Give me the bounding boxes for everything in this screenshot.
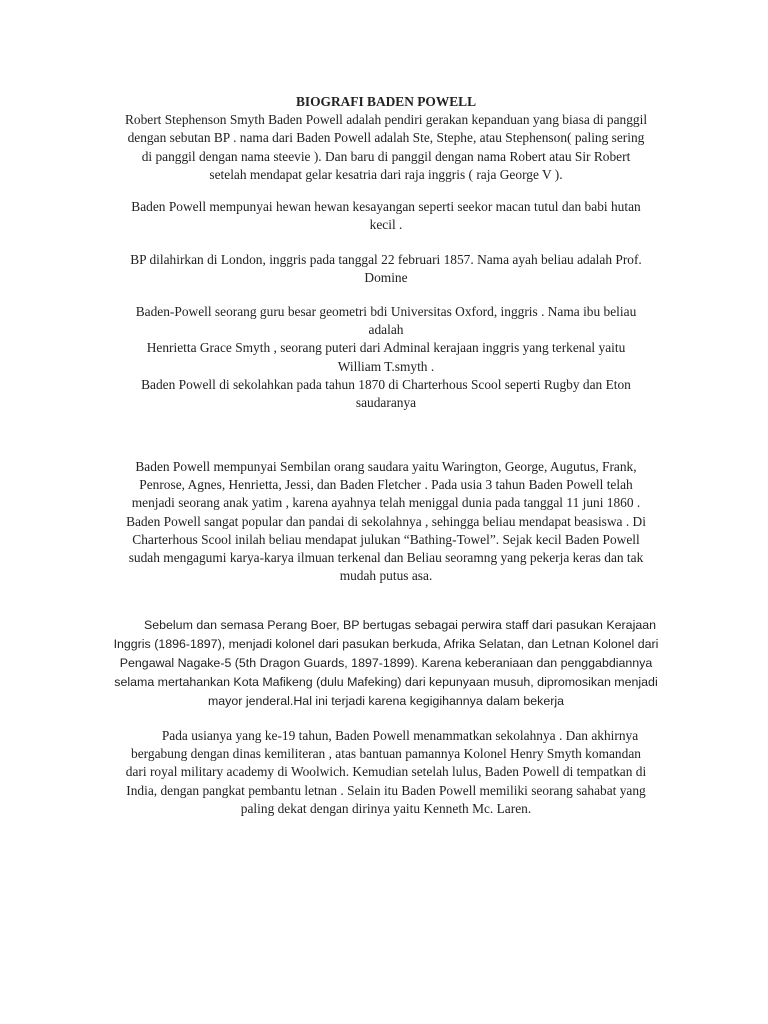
text-line: Inggris (1896-1897), menjadi kolonel dari pasukan berkuda, Afrika Selatan, dan Letnan Kolonel dari	[113, 637, 659, 651]
text-line: sudah mengagumi karya-karya ilmuan terkenal dan Beliau seoramng yang pekerja keras dan tak	[128, 550, 644, 566]
text-line: Baden Powell sangat popular dan pandai di sekolahnya , sehingga beliau mendapat beasiswa . Di	[126, 513, 646, 529]
text-line: Baden-Powell seorang guru besar geometri bdi Universitas Oxford, inggris . Nama ibu beliau	[135, 304, 637, 319]
paragraph-boer-war	[86, 616, 686, 711]
paragraph-military	[86, 727, 686, 818]
text-line: selama mertahankan Kota Mafikeng (dulu Mafeking) dari kepunyaan musuh, dipromosikan menjadi	[114, 675, 658, 689]
text-line: Henrietta Grace Smyth , seorang puteri dari Adminal kerajaan inggris yang terkenal yaitu	[146, 340, 626, 356]
text-line: saudaranya	[355, 395, 417, 411]
text-line: dengan sebutan BP . nama dari Baden Powell adalah Ste, Stephe, atau Stephenson( paling sering	[127, 130, 645, 146]
text-line: dari royal military academy di Woolwich. Kemudian setelah lulus, Baden Powell di tempatkan di	[125, 764, 647, 780]
text-line: Penrose, Agnes, Henrietta, Jessi, dan Baden Fletcher . Pada usia 3 tahun Baden Powell telah	[139, 477, 633, 493]
text-line: mudah putus asa.	[339, 568, 433, 584]
text-line: adalah	[368, 322, 404, 338]
text-line: setelah mendapat gelar kesatria dari raja inggris ( raja George V ).	[209, 166, 563, 182]
paragraph-birth	[86, 251, 686, 287]
text-line: India, dengan pangkat pembantu letnan . Selain itu Baden Powell memiliki seorang sahabat yang	[126, 782, 646, 798]
paragraph-pets	[86, 198, 686, 234]
text-line: paling dekat dengan dirinya yaitu Kenneth Mc. Laren.	[240, 800, 532, 816]
text-line: Baden Powell mempunyai Sembilan orang saudara yaitu Warington, George, Augutus, Frank,	[135, 459, 637, 474]
paragraph-family	[86, 303, 686, 412]
paragraph-siblings	[86, 458, 686, 585]
text-line: William T.smyth .	[337, 358, 435, 374]
text-line: di panggil dengan nama steevie ). Dan baru di panggil dengan nama Robert atau Sir Robert	[141, 148, 631, 164]
document-title: BIOGRAFI BADEN POWELL	[295, 94, 477, 109]
text-line: mayor jenderal.Hal ini terjadi karena kegigihannya dalam bekerja	[207, 694, 565, 708]
text-line: BP dilahirkan di London, inggris pada tanggal 22 februari 1857. Nama ayah beliau adalah Prof.	[130, 252, 642, 267]
text-line: kecil .	[369, 217, 403, 233]
text-line: Domine	[364, 270, 408, 286]
text-line: Robert Stephenson Smyth Baden Powell adalah pendiri gerakan kepanduan yang biasa di panggil	[124, 112, 648, 128]
paragraph-intro	[86, 93, 686, 184]
text-line: Pengawal Nagake-5 (5th Dragon Guards, 1897-1899). Karena keberaniaan dan penggabdiannya	[119, 656, 653, 670]
text-line: Sebelum dan semasa Perang Boer, BP bertugas sebagai perwira staff dari pasukan Kerajaan	[143, 618, 656, 632]
text-line: Pada usianya yang ke-19 tahun, Baden Powell menammatkan sekolahnya . Dan akhirnya	[161, 728, 639, 743]
text-line: Charterhous Scool inilah beliau mendapat julukan “Bathing-Towel”. Sejak kecil Baden Powell	[132, 531, 640, 547]
text-line: menjadi seorang anak yatim , karena ayahnya telah meniggal dunia pada tanggal 11 juni 1860 .	[131, 495, 641, 511]
text-line: Baden Powell mempunyai hewan hewan kesayangan seperti seekor macan tutul dan babi hutan	[131, 199, 641, 214]
text-line: Baden Powell di sekolahkan pada tahun 1870 di Charterhous Scool seperti Rugby dan Eton	[141, 376, 631, 392]
text-line: bergabung dengan dinas kemiliteran , atas bantuan pamannya Kolonel Henry Smyth komandan	[131, 746, 641, 762]
